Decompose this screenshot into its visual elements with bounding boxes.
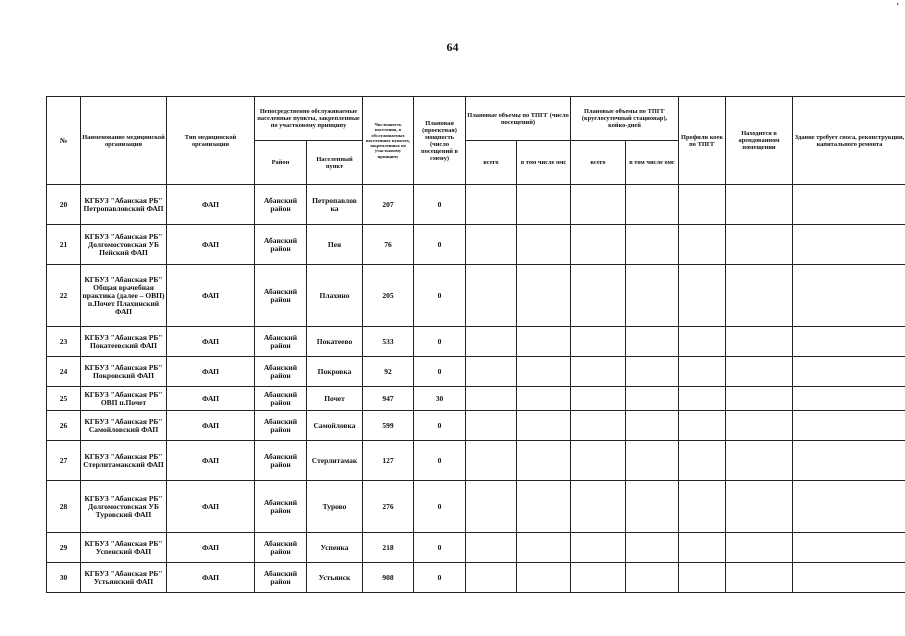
- facility-type: ФАП: [167, 533, 255, 563]
- building-cell: [793, 441, 905, 481]
- visits-total-cell: [466, 225, 517, 265]
- visits-oms-cell: [517, 327, 571, 357]
- capacity: 0: [414, 225, 466, 265]
- visits-oms-cell: [517, 563, 571, 593]
- population: 207: [363, 185, 414, 225]
- table-row: [47, 387, 905, 411]
- building-cell: [793, 387, 905, 411]
- capacity: 0: [414, 533, 466, 563]
- building-cell: [793, 481, 905, 533]
- inpatient-oms-cell: [626, 225, 679, 265]
- population: 92: [363, 357, 414, 387]
- building-cell: [793, 265, 905, 327]
- facility-type: ФАП: [167, 357, 255, 387]
- header-tpgg-visits: Плановые объемы по ТПГГ (число посещений): [466, 97, 571, 141]
- building-cell: [793, 327, 905, 357]
- facilities-table: [46, 96, 905, 593]
- population: 127: [363, 441, 414, 481]
- rented-cell: [726, 327, 793, 357]
- locality: Самойловка: [307, 411, 363, 441]
- locality: Пея: [307, 225, 363, 265]
- header-visits-total: всего: [466, 141, 517, 185]
- visits-oms-cell: [517, 357, 571, 387]
- facility-type: ФАП: [167, 225, 255, 265]
- district: Абанский район: [255, 225, 307, 265]
- inpatient-oms-cell: [626, 481, 679, 533]
- header-inpatient-total: всего: [571, 141, 626, 185]
- locality: Покатеево: [307, 327, 363, 357]
- facility-type: ФАП: [167, 327, 255, 357]
- header-locality: Населенный пункт: [307, 141, 363, 185]
- population: 218: [363, 533, 414, 563]
- inpatient-oms-cell: [626, 265, 679, 327]
- header-building: Здание требует сноса, реконструкции, капитального ремонта: [793, 97, 905, 185]
- header-population: Численность населения, в обслуживаемых населенных пунктах, закрепленных по участковому принципу: [363, 97, 414, 185]
- table-row: [47, 357, 905, 387]
- locality: Плахино: [307, 265, 363, 327]
- org-name: КГБУЗ "Абанская РБ" Долгомостовская УБ Туровский ФАП: [81, 481, 167, 533]
- row-number: 20: [47, 185, 81, 225]
- building-cell: [793, 357, 905, 387]
- row-number: 24: [47, 357, 81, 387]
- locality: Успенка: [307, 533, 363, 563]
- rented-cell: [726, 265, 793, 327]
- org-name: КГБУЗ "Абанская РБ" Петропавловский ФАП: [81, 185, 167, 225]
- table-header: [47, 97, 905, 185]
- inpatient-total-cell: [571, 225, 626, 265]
- profiles-cell: [679, 327, 726, 357]
- table-row: [47, 225, 905, 265]
- facility-type: ФАП: [167, 185, 255, 225]
- visits-total-cell: [466, 265, 517, 327]
- table-row: [47, 265, 905, 327]
- locality: Устьянск: [307, 563, 363, 593]
- locality: Почет: [307, 387, 363, 411]
- population: 205: [363, 265, 414, 327]
- rented-cell: [726, 481, 793, 533]
- table-row: [47, 563, 905, 593]
- inpatient-total-cell: [571, 411, 626, 441]
- building-cell: [793, 185, 905, 225]
- visits-total-cell: [466, 563, 517, 593]
- population: 76: [363, 225, 414, 265]
- visits-total-cell: [466, 185, 517, 225]
- inpatient-oms-cell: [626, 357, 679, 387]
- header-district: Район: [255, 141, 307, 185]
- visits-total-cell: [466, 387, 517, 411]
- rented-cell: [726, 563, 793, 593]
- inpatient-total-cell: [571, 481, 626, 533]
- building-cell: [793, 533, 905, 563]
- corner-mark: ,: [896, 0, 899, 7]
- locality: Турово: [307, 481, 363, 533]
- facility-type: ФАП: [167, 441, 255, 481]
- visits-total-cell: [466, 327, 517, 357]
- table-body: [47, 185, 905, 593]
- profiles-cell: [679, 225, 726, 265]
- inpatient-total-cell: [571, 533, 626, 563]
- header-org: Наименование медицинской организации: [81, 97, 167, 185]
- building-cell: [793, 563, 905, 593]
- header-num: №: [47, 97, 81, 185]
- table-row: [47, 185, 905, 225]
- rented-cell: [726, 357, 793, 387]
- population: 908: [363, 563, 414, 593]
- org-name: КГБУЗ "Абанская РБ" Покровский ФАП: [81, 357, 167, 387]
- profiles-cell: [679, 533, 726, 563]
- locality: Петропавлов ка: [307, 185, 363, 225]
- profiles-cell: [679, 411, 726, 441]
- row-number: 28: [47, 481, 81, 533]
- inpatient-oms-cell: [626, 563, 679, 593]
- district: Абанский район: [255, 387, 307, 411]
- row-number: 26: [47, 411, 81, 441]
- header-rented: Находится в арендованном помещении: [726, 97, 793, 185]
- rented-cell: [726, 185, 793, 225]
- org-name: КГБУЗ "Абанская РБ" Покатеевский ФАП: [81, 327, 167, 357]
- inpatient-total-cell: [571, 357, 626, 387]
- visits-total-cell: [466, 441, 517, 481]
- visits-oms-cell: [517, 387, 571, 411]
- row-number: 23: [47, 327, 81, 357]
- inpatient-oms-cell: [626, 387, 679, 411]
- facility-type: ФАП: [167, 411, 255, 441]
- header-type: Тип медицинской организации: [167, 97, 255, 185]
- table-row: [47, 327, 905, 357]
- rented-cell: [726, 387, 793, 411]
- profiles-cell: [679, 185, 726, 225]
- district: Абанский район: [255, 265, 307, 327]
- facility-type: ФАП: [167, 387, 255, 411]
- capacity: 0: [414, 481, 466, 533]
- org-name: КГБУЗ "Абанская РБ" Общая врачебная практика (далее – ОВП) п.Почет Плахинский ФАП: [81, 265, 167, 327]
- profiles-cell: [679, 387, 726, 411]
- inpatient-total-cell: [571, 563, 626, 593]
- table-row: [47, 411, 905, 441]
- profiles-cell: [679, 563, 726, 593]
- row-number: 21: [47, 225, 81, 265]
- inpatient-oms-cell: [626, 185, 679, 225]
- page-number: 64: [446, 40, 459, 54]
- header-inpatient-oms: в том числе омс: [626, 141, 679, 185]
- inpatient-oms-cell: [626, 411, 679, 441]
- table-row: [47, 481, 905, 533]
- building-cell: [793, 225, 905, 265]
- profiles-cell: [679, 481, 726, 533]
- org-name: КГБУЗ "Абанская РБ" Долгомостовская УБ Пейский ФАП: [81, 225, 167, 265]
- org-name: КГБУЗ "Абанская РБ" Успенский ФАП: [81, 533, 167, 563]
- inpatient-total-cell: [571, 387, 626, 411]
- capacity: 0: [414, 265, 466, 327]
- inpatient-oms-cell: [626, 533, 679, 563]
- visits-oms-cell: [517, 441, 571, 481]
- visits-oms-cell: [517, 265, 571, 327]
- header-capacity: Плановая (проектная) мощность (число посещений в смену): [414, 97, 466, 185]
- rented-cell: [726, 533, 793, 563]
- header-tpgg-inpatient: Плановые объемы по ТПГГ (круглосуточный стационар), койко-дней: [571, 97, 679, 141]
- district: Абанский район: [255, 327, 307, 357]
- capacity: 0: [414, 563, 466, 593]
- population: 533: [363, 327, 414, 357]
- district: Абанский район: [255, 411, 307, 441]
- org-name: КГБУЗ "Абанская РБ" ОВП п.Почет: [81, 387, 167, 411]
- inpatient-oms-cell: [626, 327, 679, 357]
- header-served: Непосредственно обслуживаемые населенные пункты, закрепленные по участковому принципу: [255, 97, 363, 141]
- capacity: 0: [414, 411, 466, 441]
- inpatient-total-cell: [571, 185, 626, 225]
- table-row: [47, 441, 905, 481]
- capacity: 0: [414, 357, 466, 387]
- capacity: 0: [414, 441, 466, 481]
- org-name: КГБУЗ "Абанская РБ" Стерлитамакский ФАП: [81, 441, 167, 481]
- rented-cell: [726, 441, 793, 481]
- district: Абанский район: [255, 533, 307, 563]
- visits-total-cell: [466, 533, 517, 563]
- population: 276: [363, 481, 414, 533]
- visits-oms-cell: [517, 185, 571, 225]
- visits-total-cell: [466, 357, 517, 387]
- district: Абанский район: [255, 563, 307, 593]
- district: Абанский район: [255, 441, 307, 481]
- facility-type: ФАП: [167, 481, 255, 533]
- org-name: КГБУЗ "Абанская РБ" Устьянский ФАП: [81, 563, 167, 593]
- facility-type: ФАП: [167, 563, 255, 593]
- locality: Стерлитамак: [307, 441, 363, 481]
- visits-oms-cell: [517, 225, 571, 265]
- inpatient-total-cell: [571, 265, 626, 327]
- visits-oms-cell: [517, 411, 571, 441]
- visits-oms-cell: [517, 481, 571, 533]
- capacity: 30: [414, 387, 466, 411]
- capacity: 0: [414, 185, 466, 225]
- profiles-cell: [679, 357, 726, 387]
- row-number: 27: [47, 441, 81, 481]
- locality: Покровка: [307, 357, 363, 387]
- rented-cell: [726, 411, 793, 441]
- profiles-cell: [679, 441, 726, 481]
- row-number: 30: [47, 563, 81, 593]
- population: 599: [363, 411, 414, 441]
- district: Абанский район: [255, 185, 307, 225]
- capacity: 0: [414, 327, 466, 357]
- row-number: 22: [47, 265, 81, 327]
- header-profiles: Профили коек по ТПГГ: [679, 97, 726, 185]
- district: Абанский район: [255, 357, 307, 387]
- visits-total-cell: [466, 481, 517, 533]
- row-number: 25: [47, 387, 81, 411]
- inpatient-oms-cell: [626, 441, 679, 481]
- rented-cell: [726, 225, 793, 265]
- visits-oms-cell: [517, 533, 571, 563]
- org-name: КГБУЗ "Абанская РБ" Самойловский ФАП: [81, 411, 167, 441]
- profiles-cell: [679, 265, 726, 327]
- inpatient-total-cell: [571, 327, 626, 357]
- row-number: 29: [47, 533, 81, 563]
- header-visits-oms: в том числе омс: [517, 141, 571, 185]
- facility-type: ФАП: [167, 265, 255, 327]
- visits-total-cell: [466, 411, 517, 441]
- building-cell: [793, 411, 905, 441]
- inpatient-total-cell: [571, 441, 626, 481]
- district: Абанский район: [255, 481, 307, 533]
- table-row: [47, 533, 905, 563]
- population: 947: [363, 387, 414, 411]
